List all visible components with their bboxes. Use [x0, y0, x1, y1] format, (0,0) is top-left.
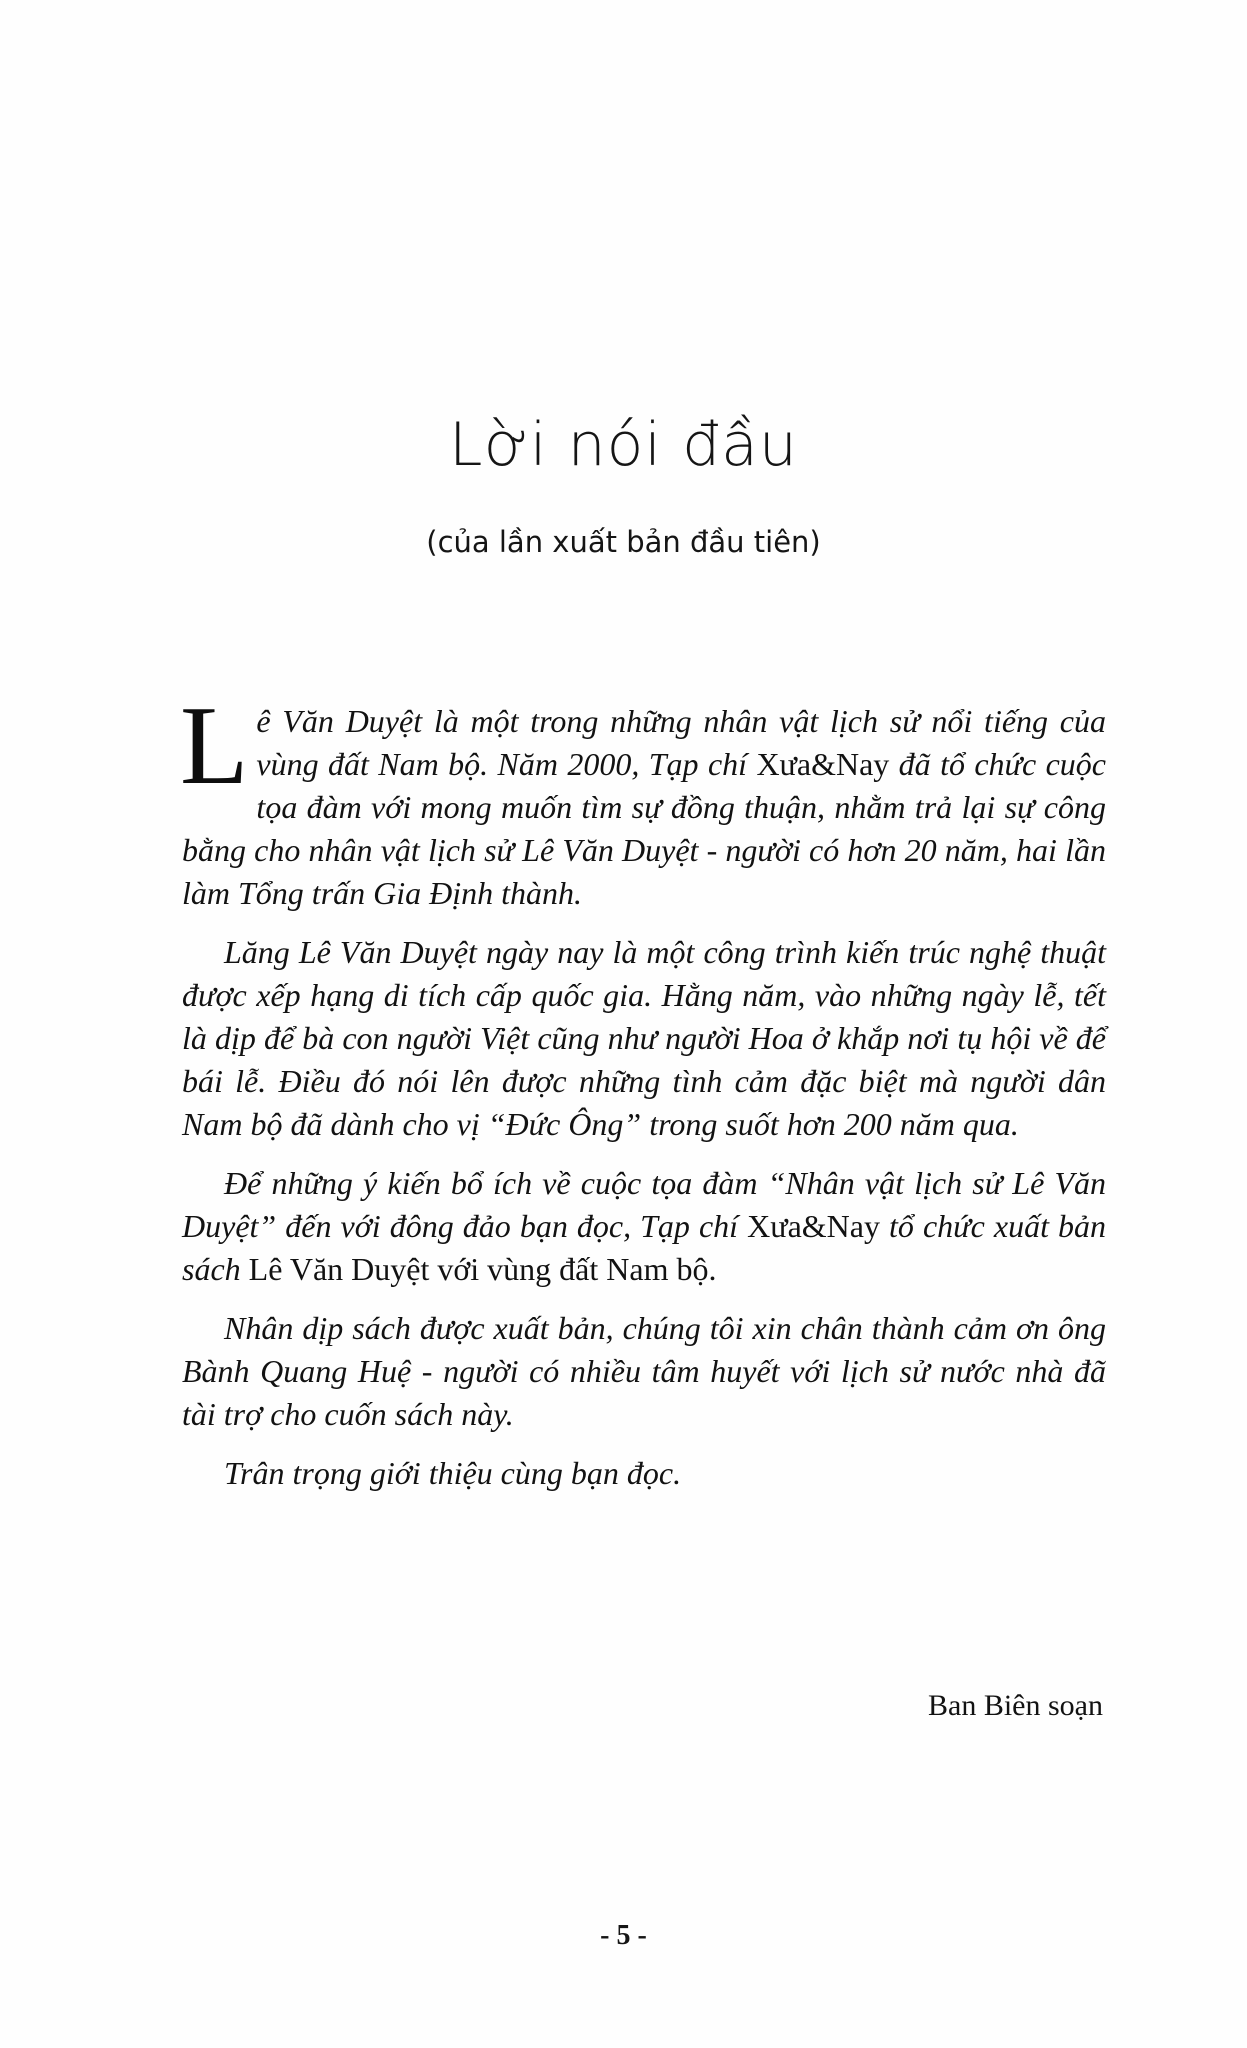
paragraph-2-text: Lăng Lê Văn Duyệt ngày nay là một công trình kiến trúc nghệ thuật được xếp hạng di tích cấp quốc gia. Hằng năm, vào những ngày lễ, tết là dịp để bà con người Việt cũng như người Hoa ở khắp nơi tụ hội về để bái lễ. Điều đó nói lên được những tình cảm đặc biệt mà người dân Nam bộ đã dành cho vị “Đức Ông” trong suốt hơn 200 năm qua.	[182, 934, 1106, 1142]
page-title: Lời nói đầu	[449, 410, 798, 480]
magazine-name: Xưa&Nay	[747, 1208, 880, 1244]
paragraph-4-text: Nhân dịp sách được xuất bản, chúng tôi xin chân thành cảm ơn ông Bành Quang Huệ - người có nhiều tâm huyết với lịch sử nước nhà đã tài trợ cho cuốn sách này.	[182, 1310, 1106, 1432]
paragraph-2	[182, 931, 1106, 1146]
page-number: - 5 -	[600, 1920, 647, 1951]
book-title: Lê Văn Duyệt với vùng đất Nam bộ.	[248, 1251, 717, 1287]
paragraph-4	[182, 1307, 1106, 1436]
body-text	[180, 684, 1107, 1511]
paragraph-3-text: Để những ý kiến bổ ích về cuộc tọa đàm “Nhân vật lịch sử Lê Văn Duyệt” đến với đông đảo bạn đọc, Tạp chí	[182, 1165, 1106, 1244]
paragraph-1	[180, 684, 1107, 915]
paragraph-5	[182, 1452, 1106, 1495]
signature: Ban Biên soạn	[928, 1689, 1103, 1722]
paragraph-3	[182, 1162, 1106, 1291]
paragraph-1-text-after: đã tổ chức cuộc tọa đàm với mong muốn tìm sự đồng thuận, nhằm trả lại sự công bằng cho nhân vật lịch sử Lê Văn Duyệt - người có hơn 20 năm, hai lần làm Tổng trấn Gia Định thành.	[182, 746, 1107, 911]
page-subtitle: (của lần xuất bản đầu tiên)	[426, 525, 821, 559]
magazine-name: Xưa&Nay	[756, 746, 890, 782]
drop-cap: L	[180, 684, 249, 808]
paragraph-5-text: Trân trọng giới thiệu cùng bạn đọc.	[224, 1455, 682, 1491]
paragraph-1-text: ê Văn Duyệt là một trong những nhân vật lịch sử nổi tiếng của vùng đất Nam bộ. Năm 2000, Tạp chí	[256, 703, 1106, 782]
paragraph-3-text-mid: tổ chức xuất bản sách	[182, 1208, 1107, 1287]
